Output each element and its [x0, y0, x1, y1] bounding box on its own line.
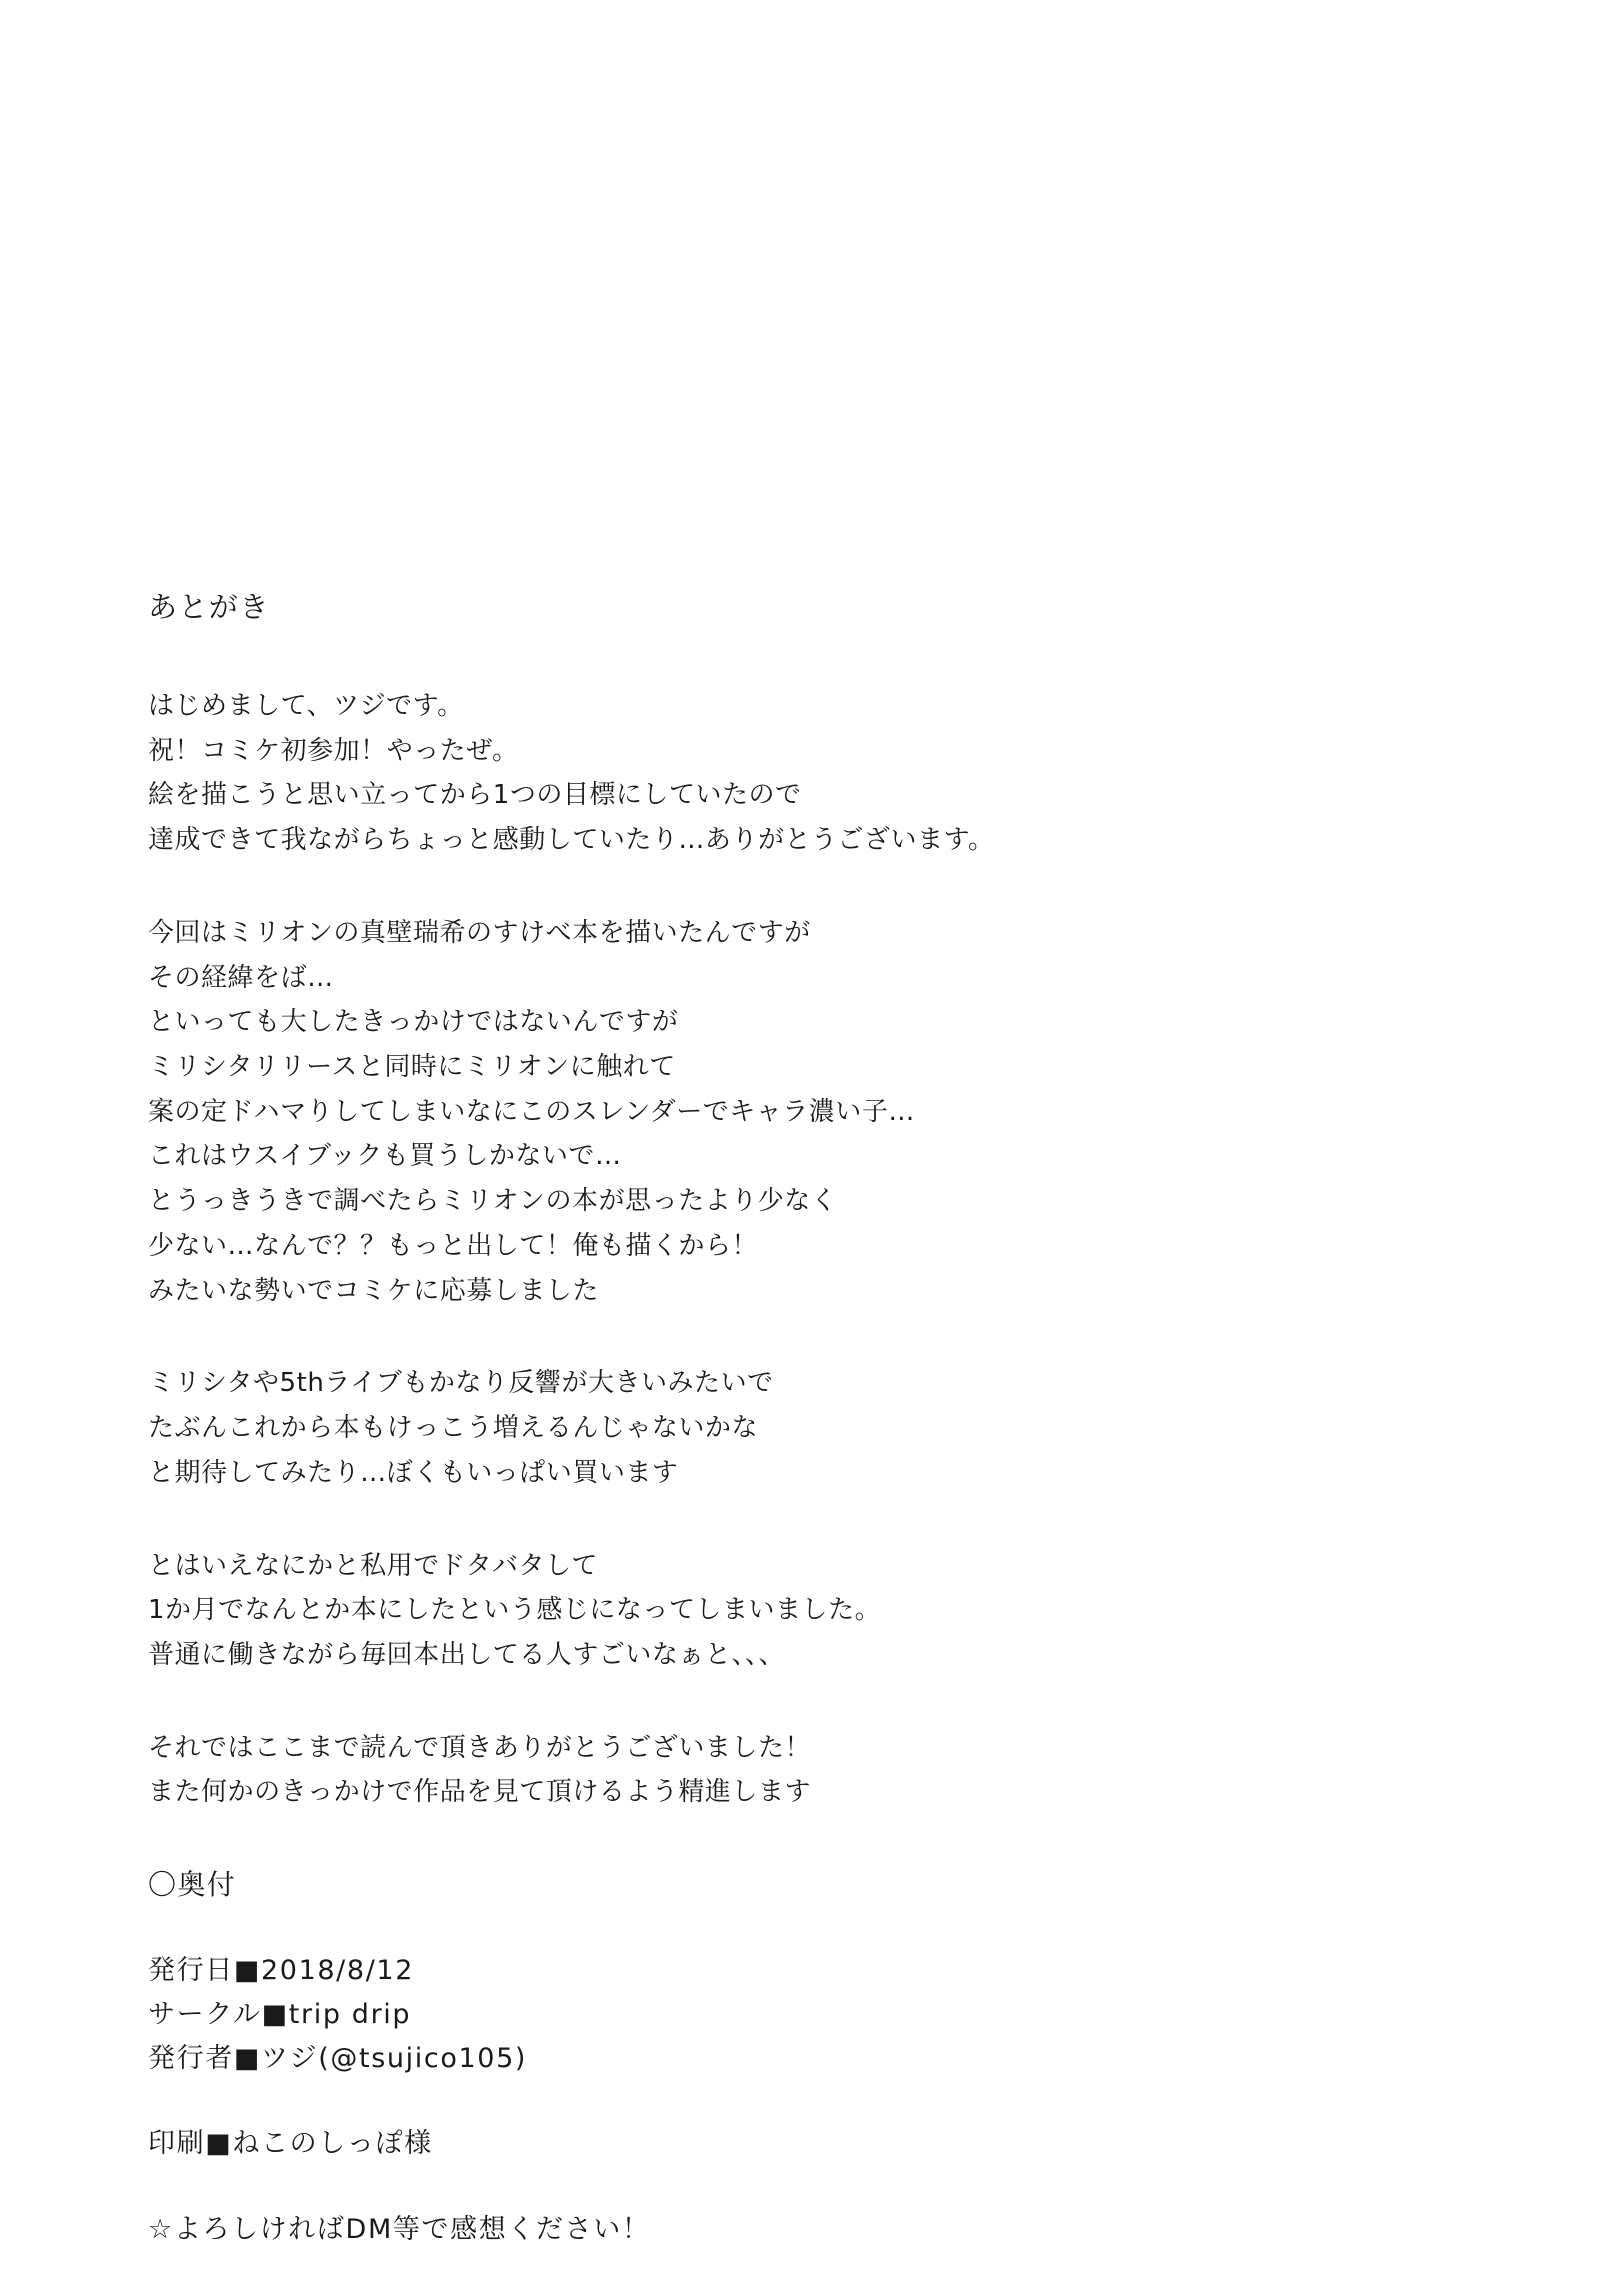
text-line: ミリシタや5thライブもかなり反響が大きいみたいで	[148, 1368, 774, 1399]
text-line: その経緯をば…	[148, 962, 334, 993]
text-line: たぶんこれから本もけっこう増えるんじゃないかな	[148, 1413, 758, 1444]
text-line: また何かのきっかけで作品を見て頂けるよう精進します	[148, 1777, 812, 1808]
text-line: といっても大したきっかけではないんですが	[148, 1007, 679, 1038]
text-line: はじめまして、ツジです。	[148, 691, 464, 721]
colophon-entries	[148, 1949, 1468, 2080]
text-line: と期待してみたり…ぼくもいっぱい買います	[148, 1457, 679, 1488]
text-line: それではここまで読んで頂きありがとうございました！	[148, 1732, 812, 1763]
text-line: 少ない…なんで？？もっと出して！俺も描くから！	[148, 1230, 758, 1261]
text-line: 案の定ドハマりしてしまいなにこのスレンダーでキャラ濃い子…	[148, 1096, 915, 1127]
text-line: とはいえなにかと私用でドタバタして	[148, 1550, 599, 1581]
text-line: 絵を描こうと思い立ってから1つの目標にしていたので	[148, 780, 802, 811]
text-line: 達成できて我ながらちょっと感動していたり…ありがとうございます。	[148, 825, 995, 856]
text-line: これはウスイブックも買うしかないで…	[148, 1141, 622, 1172]
paragraph-closing	[148, 1726, 1468, 1815]
document-body	[148, 585, 1468, 2294]
colophon-note-line: ☆よろしければDM等で感想ください！	[148, 2214, 651, 2246]
text-line: みたいな勢いでコミケに応募しました	[148, 1275, 599, 1306]
colophon-printer	[148, 2122, 1468, 2166]
paragraph-background	[148, 911, 1468, 1313]
colophon-printer-line: 印刷■ねこのしっぽ様	[148, 2128, 433, 2160]
colophon-publisher: 発行者■ツジ(@tsujico105)	[148, 2042, 528, 2074]
colophon-note	[148, 2208, 1468, 2252]
paragraph-expectation	[148, 1361, 1468, 1495]
colophon-title: 〇奥付	[148, 1868, 237, 1902]
text-line: ミリシタリリースと同時にミリオンに触れて	[148, 1052, 676, 1083]
text-line: とうっきうきで調べたらミリオンの本が思ったより少なく	[148, 1186, 838, 1217]
text-line: 今回はミリオンの真壁瑞希のすけべ本を描いたんですが	[148, 917, 811, 948]
colophon-circle: サークル■trip drip	[148, 1998, 412, 2030]
text-line: 普通に働きながら毎回本出してる人すごいなぁと、、、	[148, 1639, 786, 1670]
text-line: 祝！コミケ初参加！やったぜ。	[148, 735, 519, 766]
paragraph-intro	[148, 684, 1468, 863]
paragraph-production	[148, 1544, 1468, 1678]
colophon-publish-date: 発行日■2018/8/12	[148, 1955, 415, 1987]
text-line: 1か月でなんとか本にしたという感じになってしまいました。	[148, 1595, 882, 1626]
page-title: あとがき	[148, 590, 270, 624]
